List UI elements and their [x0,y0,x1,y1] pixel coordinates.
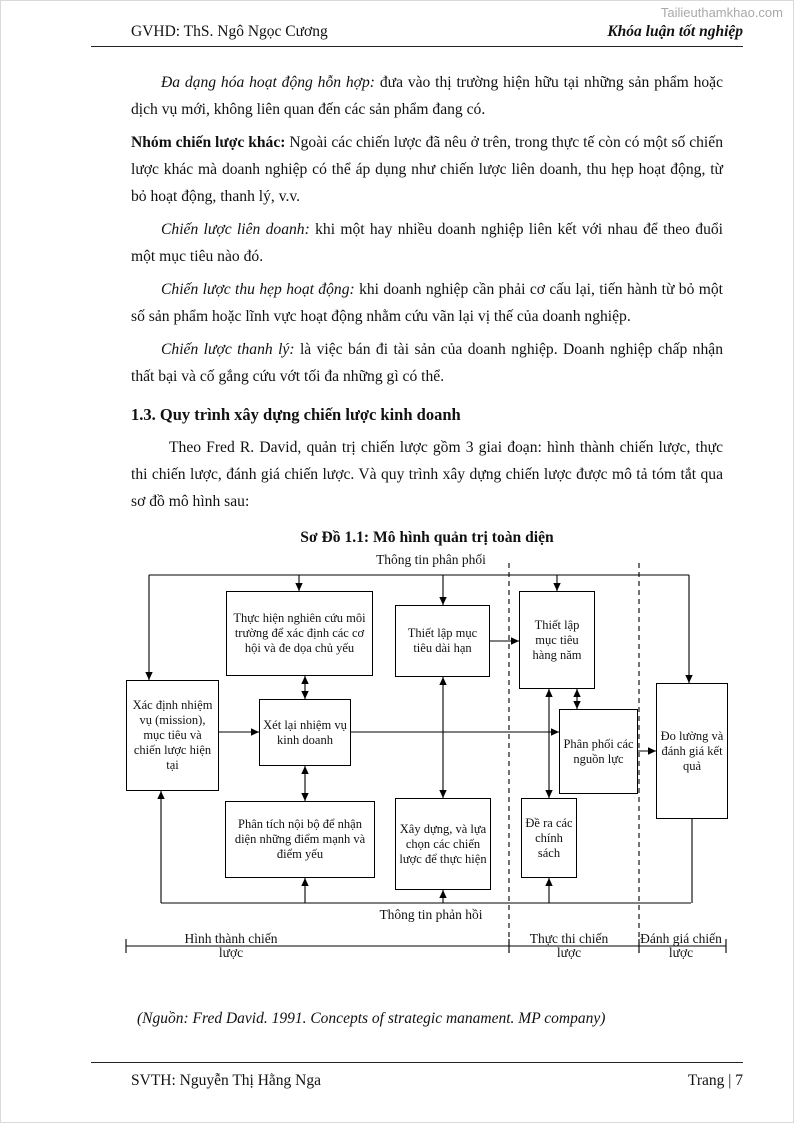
box-review: Xét lại nhiệm vụ kinh doanh [259,699,351,766]
diagram-top-label: Thông tin phân phối [376,552,486,567]
box-build-strategies: Xây dựng, và lựa chọn các chiến lược để thực hiện [395,798,491,890]
paragraph-joint-venture [131,216,723,270]
paragraph-text: đưa vào thị trường hiện hữu tại những sản phẩm hoặc dịch vụ mới, không liên quan đến các sản phẩm đang có. [131,74,724,118]
box-measure-evaluate: Đo lường và đánh giá kết quả [656,683,728,819]
section-heading: 1.3. Quy trình xây dựng chiến lược kinh doanh [131,405,461,424]
strategy-model-diagram [119,552,739,975]
paragraph-text: khi doanh nghiệp cần phải cơ cấu lại, tiến hành từ bỏ một số sản phẩm hoặc lĩnh vực hoạt động nhằm cứu vãn lại vị thế của doanh nghiệp. [131,281,724,325]
paragraph-lead: Nhóm chiến lược khác: [131,134,286,151]
page-content [131,63,723,1032]
diagram-bottom-label: Thông tin phản hồi [379,907,483,922]
phase-formulation: Hình thành chiến lược [184,931,278,960]
box-longterm-objectives: Thiết lập mục tiêu dài hạn [395,605,490,677]
paragraph-diversification [131,69,723,123]
paragraph-lead: Đa dạng hóa hoạt động hỗn hợp: [161,74,375,91]
paragraph-text: là việc bán đi tài sản của doanh nghiệp. Doanh nghiệp chấp nhận thất bại và cố gắng cứu vớt tối đa những gì có thể. [131,341,723,385]
phase-evaluation: Đánh giá chiến lược [640,931,722,960]
page-header [91,23,743,47]
paragraph-lead: Chiến lược thanh lý: [161,341,295,358]
watermark: Tailieuthamkhao.com [660,5,783,20]
box-environment: Thực hiện nghiên cứu môi trường để xác định các cơ hội và đe dọa chủ yếu [226,591,373,676]
paragraph-fred-david: Theo Fred R. David, quản trị chiến lược gồm 3 giai đoạn: hình thành chiến lược, thực thi chiến lược, đánh giá chiến lược. Và quy trình xây dựng chiến lược được mô tả tóm tắt qua sơ đồ mô hình sau: [131,439,723,510]
paragraph-text: Ngoài các chiến lược đã nêu ở trên, trong thực tế còn có một số chiến lược khác mà doanh nghiệp có thể áp dụng như chiến lược liên doanh, thu hẹp hoạt động, từ bỏ hoạt động, thanh lý, v.v. [131,134,723,205]
box-mission: Xác định nhiệm vụ (mission), mục tiêu và chiến lược hiện tại [126,680,219,791]
footer-page-number: Trang | 7 [687,1072,743,1089]
header-advisor: GVHD: ThS. Ngô Ngọc Cương [131,23,328,40]
paragraph-retrenchment [131,276,723,330]
source-citation: (Nguồn: Fred David. 1991. Concepts of strategic manament. MP company) [137,1010,606,1027]
footer-author: SVTH: Nguyễn Thị Hằng Nga [131,1072,321,1089]
paragraph-lead: Chiến lược liên doanh: [161,221,310,238]
box-allocate-resources: Phân phối các nguồn lực [559,709,638,794]
paragraph-liquidation [131,336,723,390]
box-policies: Đề ra các chính sách [521,798,577,878]
paragraph-lead: Chiến lược thu hẹp hoạt động: [161,281,355,298]
box-annual-objectives: Thiết lập mục tiêu hàng năm [519,591,595,689]
page-footer [91,1062,743,1090]
box-internal: Phân tích nội bộ để nhận diện những điểm mạnh và điểm yếu [225,801,375,878]
paragraph-other-strategies [131,129,723,210]
header-thesis-title: Khóa luận tốt nghiệp [607,23,743,40]
phase-implementation: Thực thi chiến lược [529,931,609,960]
paragraph-text: khi một hay nhiều doanh nghiệp liên kết với nhau để theo đuổi một mục tiêu nào đó. [131,221,723,265]
diagram-title: Sơ Đồ 1.1: Mô hình quản trị toàn diện [300,529,554,546]
